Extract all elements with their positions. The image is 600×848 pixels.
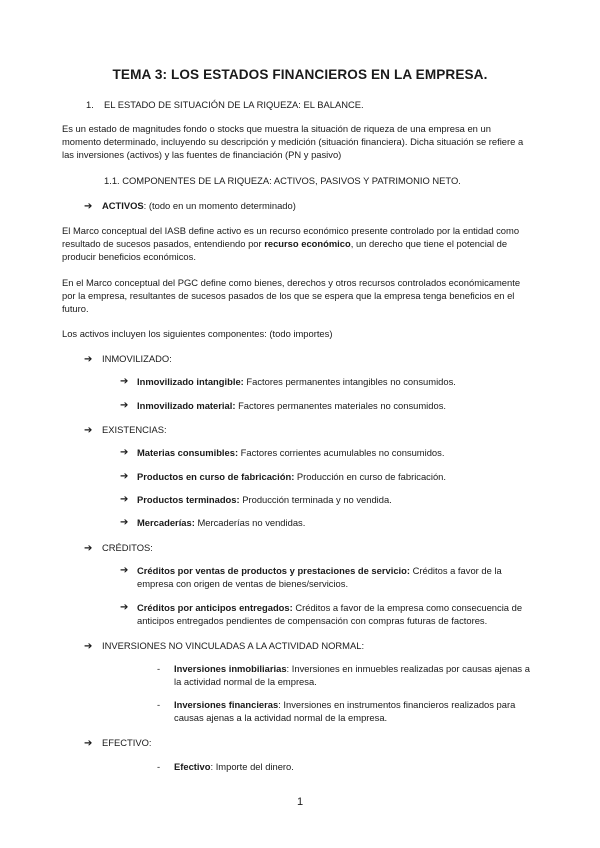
list-item bbox=[120, 601, 537, 627]
creditos-heading bbox=[84, 541, 524, 555]
arrow-icon: ➔ bbox=[84, 201, 93, 212]
list-item bbox=[157, 698, 534, 724]
item-text: Producción en curso de fabricación. bbox=[294, 471, 446, 482]
arrow-icon: ➔ bbox=[120, 471, 129, 482]
section-heading-1 bbox=[86, 98, 364, 111]
arrow-icon: ➔ bbox=[84, 354, 93, 365]
arrow-icon: ➔ bbox=[120, 517, 129, 528]
existencias-heading-text: EXISTENCIAS: bbox=[102, 424, 167, 435]
iasb-text-start: El Marco conceptual del IASB define activo es un recurso económico presente controlado por la entidad como resultado de sucesos pasados, entendiendo por bbox=[62, 225, 520, 249]
pgc-paragraph: En el Marco conceptual del PGC define como bienes, derechos y otros recursos controlados económicamente por la empresa, resultantes de sucesos pasados de los que se espera que la empresa tenga beneficios en el futuro. bbox=[62, 277, 521, 314]
iasb-text-end: , un derecho que tiene el potencial de producir beneficios económicos. bbox=[62, 238, 508, 262]
item-label: Inversiones financieras bbox=[174, 699, 279, 710]
list-item bbox=[120, 470, 537, 483]
item-label: Productos terminados: bbox=[137, 494, 240, 505]
inversiones-heading bbox=[84, 639, 524, 653]
page-title: TEMA 3: LOS ESTADOS FINANCIEROS EN LA EMPRESA. bbox=[112, 67, 488, 82]
dash-bullet: - bbox=[157, 761, 161, 772]
efectivo-heading-text: EFECTIVO: bbox=[102, 737, 152, 748]
iasb-bold-term: recurso económico bbox=[264, 238, 351, 249]
components-intro: Los activos incluyen los siguientes componentes: (todo importes) bbox=[62, 328, 333, 339]
page-number: 1 bbox=[296, 796, 304, 808]
section-heading-text: EL ESTADO DE SITUACIÓN DE LA RIQUEZA: EL BALANCE. bbox=[104, 99, 364, 110]
inmovilizado-heading-text: INMOVILIZADO: bbox=[102, 353, 172, 364]
arrow-icon: ➔ bbox=[120, 376, 129, 387]
item-label: Créditos por anticipos entregados: bbox=[137, 602, 293, 613]
activos-text: : (todo en un momento determinado) bbox=[143, 200, 296, 211]
arrow-icon: ➔ bbox=[120, 447, 129, 458]
item-text: : Inversiones en inmuebles realizadas por causas ajenas a la actividad normal de la empresa. bbox=[174, 663, 530, 687]
list-item bbox=[120, 375, 537, 388]
list-item bbox=[120, 564, 537, 590]
item-text: Factores permanentes materiales no consumidos. bbox=[235, 400, 446, 411]
item-text: Créditos a favor de la empresa con origen de ventas de bienes/servicios. bbox=[137, 565, 502, 589]
arrow-icon: ➔ bbox=[84, 641, 93, 652]
arrow-icon: ➔ bbox=[84, 425, 93, 436]
item-text: Créditos a favor de la empresa como consecuencia de anticipos entregados pendientes de compensación con compras futuras de factores. bbox=[137, 602, 523, 626]
activos-label: ACTIVOS bbox=[102, 200, 144, 211]
dash-bullet: - bbox=[157, 663, 161, 674]
iasb-paragraph bbox=[62, 224, 532, 263]
item-text: Producción terminada y no vendida. bbox=[239, 494, 392, 505]
list-item bbox=[120, 399, 537, 412]
item-label: Créditos por ventas de productos y prestaciones de servicio: bbox=[137, 565, 410, 576]
item-text: : Importe del dinero. bbox=[210, 761, 294, 772]
activos-bullet bbox=[84, 199, 524, 213]
item-text: Factores permanentes intangibles no consumidos. bbox=[243, 376, 456, 387]
item-label: Mercaderías: bbox=[137, 517, 195, 528]
arrow-icon: ➔ bbox=[120, 565, 129, 576]
item-label: Efectivo bbox=[174, 761, 211, 772]
item-label: Inmovilizado material: bbox=[137, 400, 236, 411]
item-label: Inversiones inmobiliarias bbox=[174, 663, 287, 674]
inversiones-heading-text: INVERSIONES NO VINCULADAS A LA ACTIVIDAD NORMAL: bbox=[102, 640, 365, 651]
efectivo-heading bbox=[84, 736, 524, 750]
list-item bbox=[120, 446, 537, 459]
list-item bbox=[120, 516, 537, 529]
list-item bbox=[120, 493, 537, 506]
intro-paragraph: Es un estado de magnitudes fondo o stocks que muestra la situación de riqueza de una empresa en un momento determinado, incluyendo su descripción y medición (situación financiera). Dicha situación se refiere a las inversiones (activos) y las fuentes de financiación (PN y pasivo) bbox=[62, 123, 524, 160]
item-text: Mercaderías no vendidas. bbox=[194, 517, 306, 528]
dash-bullet: - bbox=[157, 699, 161, 710]
section-number: 1. bbox=[86, 99, 94, 110]
item-label: Inmovilizado intangible: bbox=[137, 376, 244, 387]
arrow-icon: ➔ bbox=[84, 738, 93, 749]
item-text: : Inversiones en instrumentos financieros realizados para causas ajenas a la actividad normal de la empresa. bbox=[174, 699, 516, 723]
list-item bbox=[157, 760, 534, 773]
arrow-icon: ➔ bbox=[84, 543, 93, 554]
list-item bbox=[157, 662, 534, 688]
existencias-heading bbox=[84, 423, 524, 437]
item-label: Productos en curso de fabricación: bbox=[137, 471, 295, 482]
inmovilizado-heading bbox=[84, 352, 524, 366]
subsection-heading-1-1: 1.1. COMPONENTES DE LA RIQUEZA: ACTIVOS, PASIVOS Y PATRIMONIO NETO. bbox=[104, 175, 461, 186]
arrow-icon: ➔ bbox=[120, 602, 129, 613]
item-text: Factores corrientes acumulables no consumidos. bbox=[238, 447, 445, 458]
creditos-heading-text: CRÉDITOS: bbox=[102, 542, 153, 553]
arrow-icon: ➔ bbox=[120, 494, 129, 505]
item-label: Materias consumibles: bbox=[137, 447, 239, 458]
arrow-icon: ➔ bbox=[120, 400, 129, 411]
